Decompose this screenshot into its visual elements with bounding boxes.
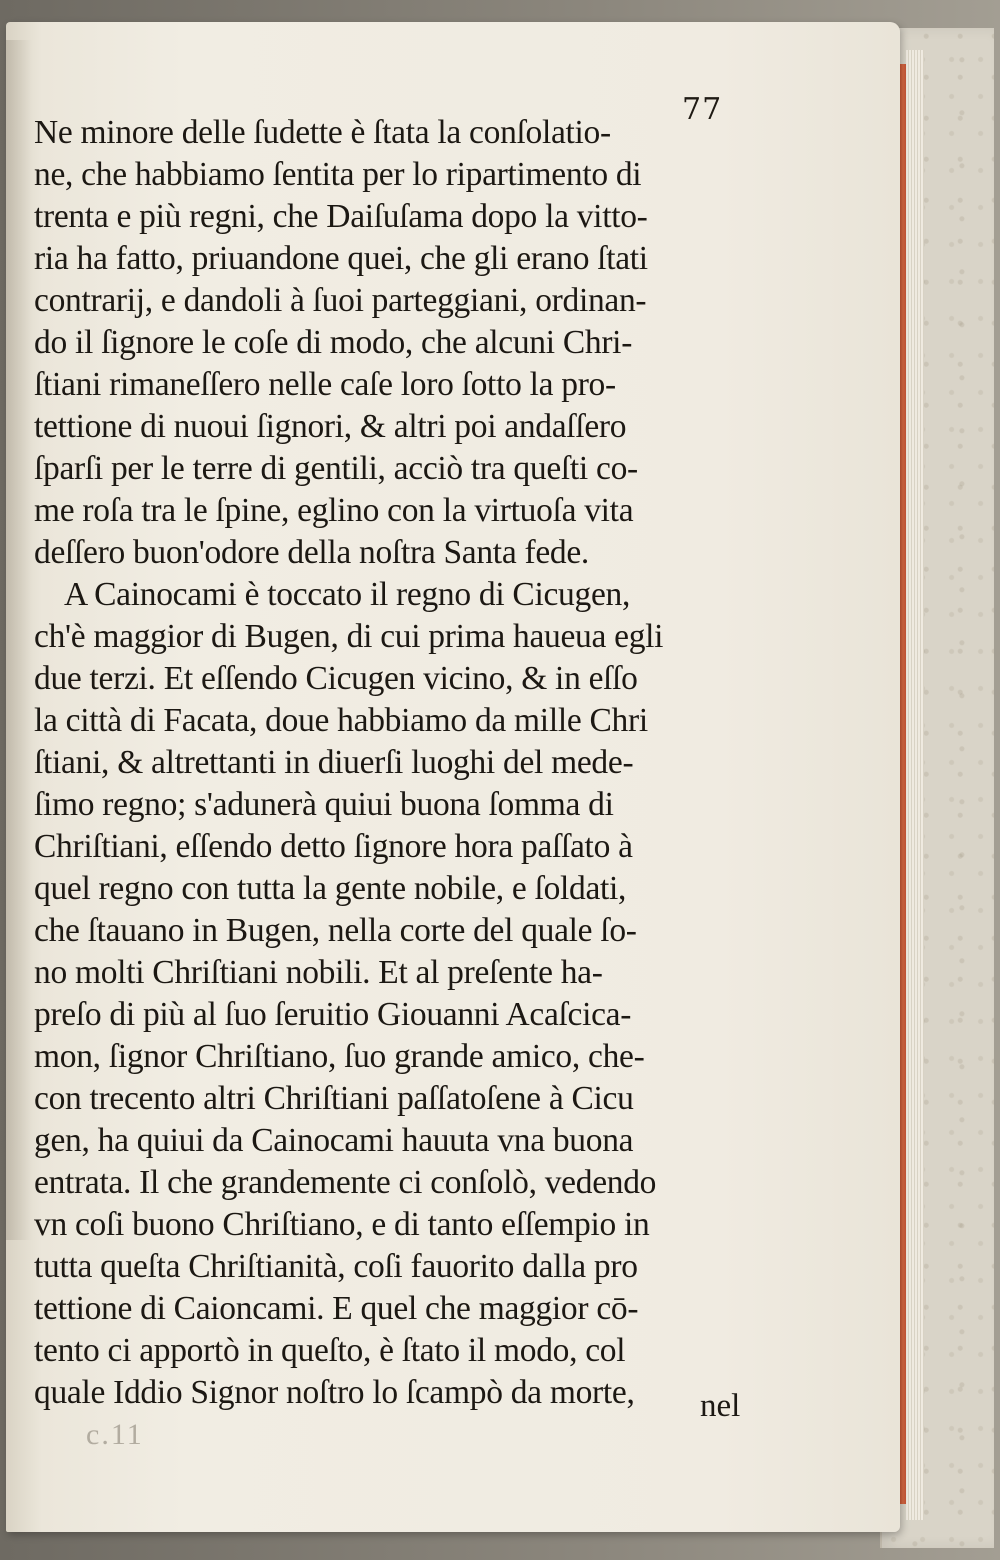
text-line: tettione di nuoui ſignori, & altri poi andaſſero: [34, 408, 627, 445]
text-line: la città di Facata, doue habbiamo da mille Chri: [34, 702, 648, 739]
text-line: che ſtauano in Bugen, nella corte del quale ſo-: [34, 912, 637, 949]
faint-pencil-mark: c.11: [86, 1418, 144, 1451]
text-line: due terzi. Et eſſendo Cicugen vicino, & in eſſo: [34, 660, 638, 697]
text-line: Ne minore delle ſudette è ſtata la conſolatio-: [34, 114, 611, 151]
text-line: con trecento altri Chriſtiani paſſatoſene à Cicu: [34, 1080, 634, 1117]
text-line: mon, ſignor Chriſtiano, ſuo grande amico, che-: [34, 1038, 645, 1075]
text-line: Chriſtiani, eſſendo detto ſignore hora paſſato à: [34, 828, 633, 865]
text-line: tento ci apportò in queſto, è ſtato il modo, col: [34, 1332, 626, 1369]
text-line: quel regno con tutta la gente nobile, e ſoldati,: [34, 870, 627, 907]
text-line: trenta e più regni, che Daiſuſama dopo la vitto-: [34, 198, 648, 235]
text-line: tettione di Caioncami. E quel che maggior cō-: [34, 1290, 639, 1327]
text-line: ne, che habbiamo ſentita per lo ripartimento di: [34, 156, 642, 193]
paragraph-start-line: A Cainocami è toccato il regno di Cicugen,: [64, 576, 631, 613]
text-line: ſimo regno; s'adunerà quiui buona ſomma di: [34, 786, 614, 823]
text-line: no molti Chriſtiani nobili. Et al preſente ha-: [34, 954, 603, 991]
gutter-shadow: [6, 40, 32, 1240]
text-line: vn coſi buono Chriſtiano, e di tanto eſſempio in: [34, 1206, 650, 1243]
text-line: me roſa tra le ſpine, eglino con la virtuoſa vita: [34, 492, 634, 529]
text-line: do il ſignore le coſe di modo, che alcuni Chri-: [34, 324, 633, 361]
catchword: nel: [700, 1388, 741, 1424]
text-line: ſparſi per le terre di gentili, acciò tra queſti co-: [34, 450, 638, 487]
text-line: contrarij, e dandoli à ſuoi parteggiani, ordinan-: [34, 282, 647, 319]
page-stack-edges: [906, 50, 924, 1520]
text-line: deſſero buon'odore della noſtra Santa fede.: [34, 534, 589, 571]
text-line: quale Iddio Signor noſtro lo ſcampò da morte,: [34, 1374, 635, 1411]
page-number: 77: [682, 92, 723, 127]
text-line: entrata. Il che grandemente ci conſolò, vedendo: [34, 1164, 657, 1201]
text-line: ſtiani, & altrettanti in diuerſi luoghi del mede-: [34, 744, 634, 781]
page-body-text: [34, 112, 794, 1414]
text-line: ſtiani rimaneſſero nelle caſe loro ſotto la pro-: [34, 366, 616, 403]
text-line: tutta queſta Chriſtianità, coſi fauorito dalla pro: [34, 1248, 638, 1285]
text-line: ch'è maggior di Bugen, di cui prima haueua egli: [34, 618, 664, 655]
text-line: gen, ha quiui da Cainocami hauuta vna buona: [34, 1122, 634, 1159]
text-line: ria ha fatto, priuandone quei, che gli erano ſtati: [34, 240, 648, 277]
text-line: preſo di più al ſuo ſeruitio Giouanni Acaſcica-: [34, 996, 632, 1033]
